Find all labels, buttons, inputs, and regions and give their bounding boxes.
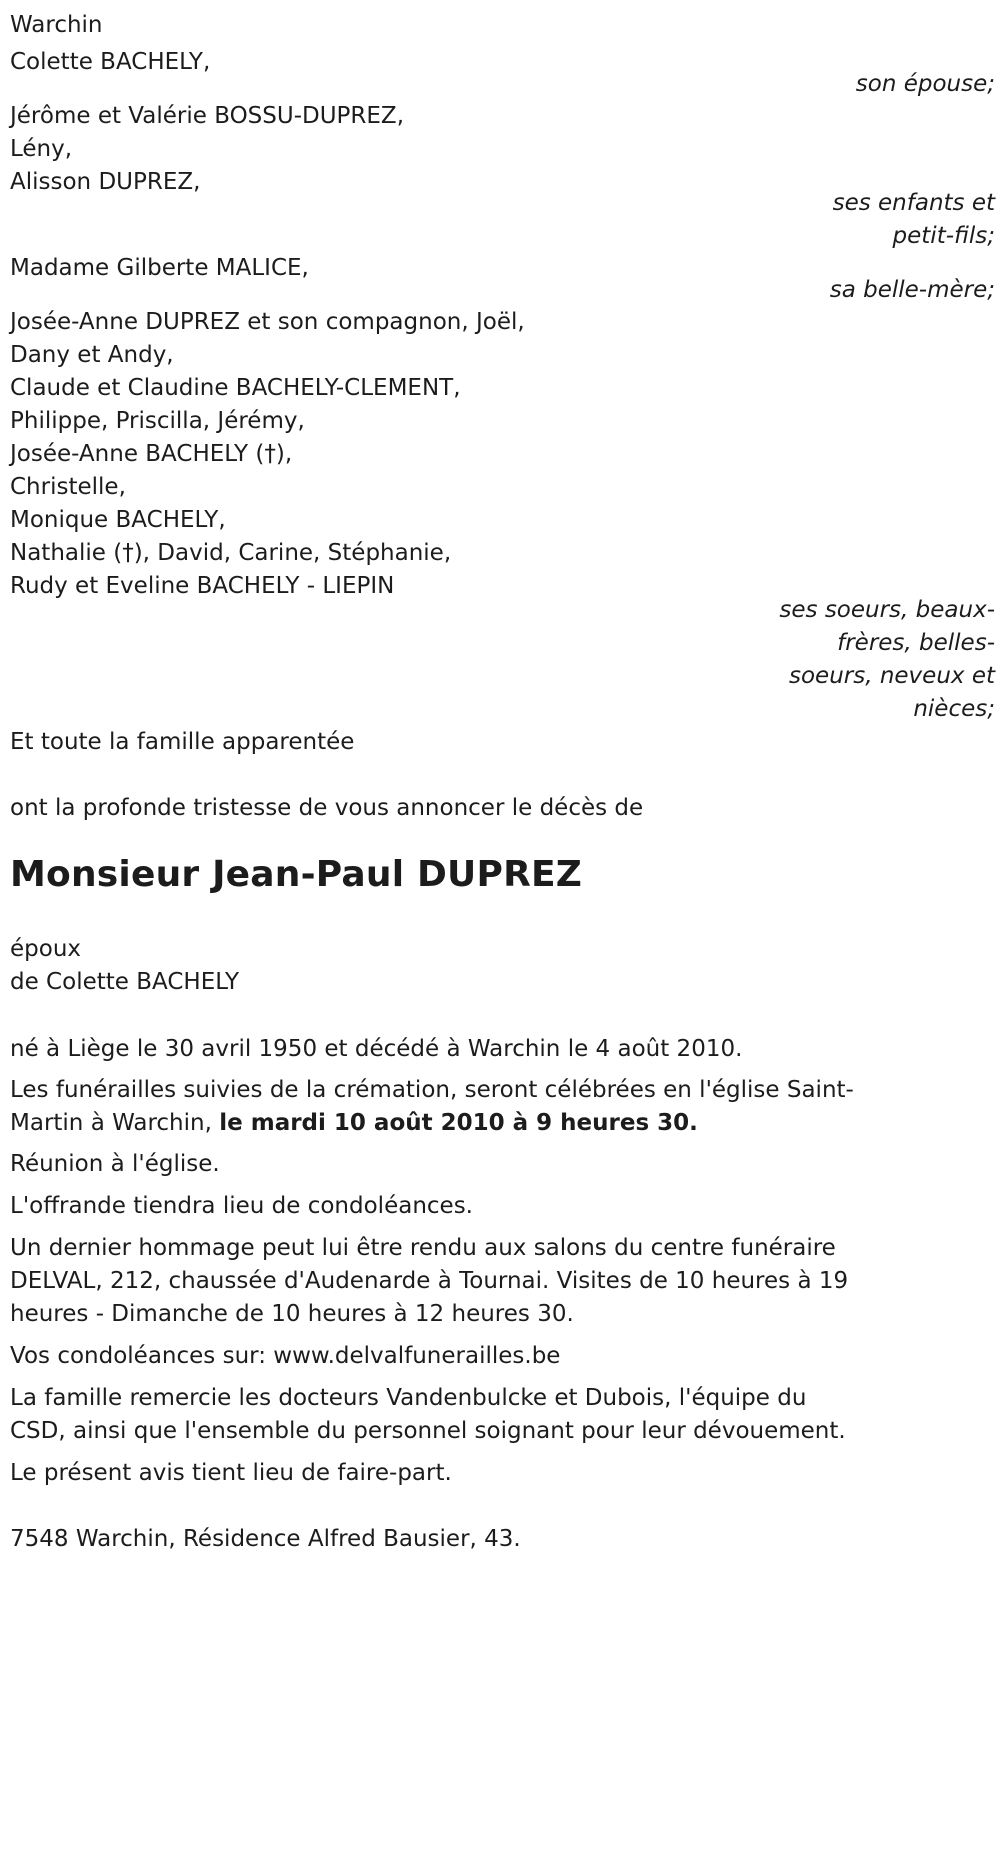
relation-label: sa belle-mère; [829,277,995,303]
relation-label: nièces; [913,696,995,722]
family-member: Colette BACHELY, [10,49,211,75]
thanks-line: CSD, ainsi que l'ensemble du personnel soignant pour leur dévouement. [10,1418,846,1444]
tribute-line: Un dernier hommage peut lui être rendu aux salons du centre funéraire [10,1235,836,1261]
announcement-line: ont la profonde tristesse de vous annoncer le décès de [10,795,644,821]
funeral-line: Les funérailles suivies de la crémation, seront célébrées en l'église Saint- [10,1077,854,1103]
funeral-date: le mardi 10 août 2010 à 9 heures 30. [219,1110,698,1136]
address-line: 7548 Warchin, Résidence Alfred Bausier, 43. [10,1526,521,1552]
relation-label: ses enfants et [832,190,995,216]
family-member: Alisson DUPREZ, [10,169,201,195]
relation-label: petit-fils; [892,223,995,249]
tribute-line: heures - Dimanche de 10 heures à 12 heures 30. [10,1301,574,1327]
spouse-line: de Colette BACHELY [10,969,240,995]
family-member: Madame Gilberte MALICE, [10,255,309,281]
funeral-line [10,1107,698,1140]
offering-line: L'offrande tiendra lieu de condoléances. [10,1193,473,1219]
family-member: Jérôme et Valérie BOSSU-DUPREZ, [10,103,404,129]
thanks-line: La famille remercie les docteurs Vandenbulcke et Dubois, l'équipe du [10,1385,807,1411]
family-member: Philippe, Priscilla, Jérémy, [10,408,305,434]
family-member: Lény, [10,136,73,162]
extended-family-line: Et toute la famille apparentée [10,729,355,755]
spouse-line: époux [10,936,82,962]
town-heading: Warchin [10,12,103,38]
birth-death-line: né à Liège le 30 avril 1950 et décédé à Warchin le 4 août 2010. [10,1036,743,1062]
family-member: Dany et Andy, [10,342,174,368]
family-member: Christelle, [10,474,126,500]
funeral-place: Martin à Warchin, [10,1110,220,1136]
deceased-name: Monsieur Jean-Paul DUPREZ [10,854,583,895]
relation-label: soeurs, neveux et [788,663,995,689]
relation-label: son épouse; [855,71,995,97]
family-member: Rudy et Eveline BACHELY - LIEPIN [10,573,395,599]
family-member: Claude et Claudine BACHELY-CLEMENT, [10,375,461,401]
family-member: Nathalie (†), David, Carine, Stéphanie, [10,540,452,566]
relation-label: frères, belles- [837,630,995,656]
meeting-line: Réunion à l'église. [10,1151,220,1177]
family-member: Josée-Anne BACHELY (†), [10,441,293,467]
family-member: Josée-Anne DUPREZ et son compagnon, Joël, [10,309,525,335]
condolences-line: Vos condoléances sur: www.delvalfunerailles.be [10,1343,561,1369]
relation-label: ses soeurs, beaux- [779,597,995,623]
family-member: Monique BACHELY, [10,507,226,533]
tribute-line: DELVAL, 212, chaussée d'Audenarde à Tournai. Visites de 10 heures à 19 [10,1268,849,1294]
faire-part-line: Le présent avis tient lieu de faire-part. [10,1460,452,1486]
